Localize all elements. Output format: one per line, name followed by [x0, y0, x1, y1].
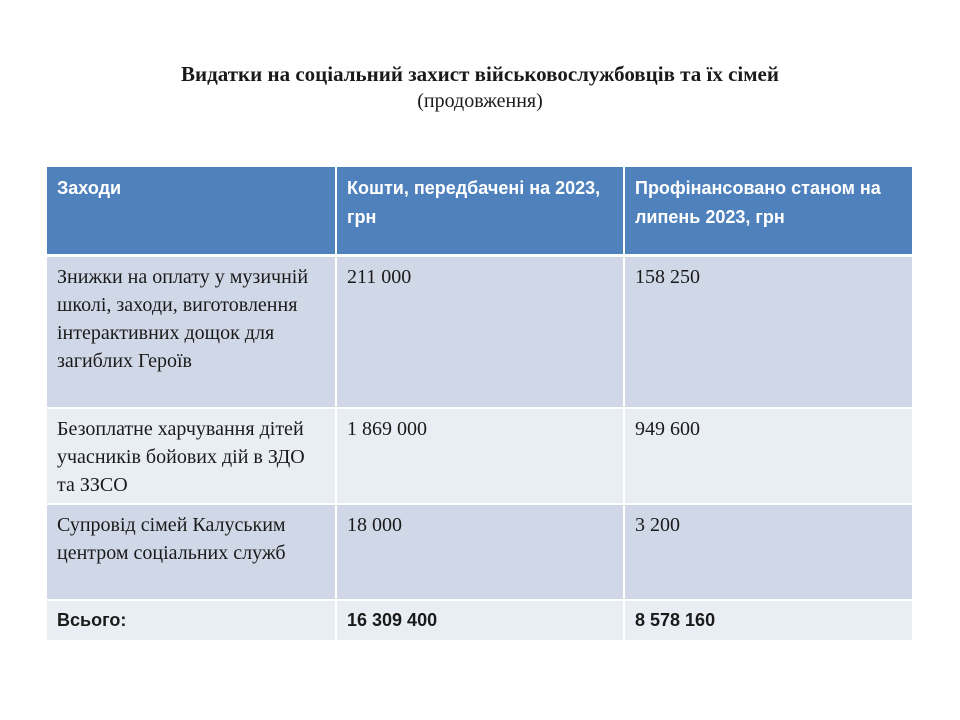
table-row: [47, 408, 912, 504]
table-total-row: [47, 600, 912, 640]
title-block: [0, 60, 960, 114]
cell-measure: Безоплатне харчування дітей учасників бойових дій в ЗДО та ЗЗСО: [47, 408, 336, 504]
cell-measure: Знижки на оплату у музичній школі, заходи, виготовлення інтерактивних дощок для загиблих Героїв: [47, 255, 336, 408]
total-planned: 16 309 400: [336, 600, 624, 640]
cell-planned: 1 869 000: [336, 408, 624, 504]
column-header-funded: Профінансовано станом на липень 2023, грн: [624, 167, 912, 255]
cell-funded: 3 200: [624, 504, 912, 600]
cell-planned: 211 000: [336, 255, 624, 408]
table-row: [47, 504, 912, 600]
total-label: Всього:: [47, 600, 336, 640]
page-subtitle: (продовження): [417, 90, 543, 112]
table-header-row: [47, 167, 912, 255]
page-title: Видатки на соціальний захист військовослужбовців та їх сімей: [181, 62, 779, 86]
cell-funded: 158 250: [624, 255, 912, 408]
table-row: [47, 255, 912, 408]
column-header-measures: Заходи: [47, 167, 336, 255]
cell-measure: Супровід сімей Калуським центром соціальних служб: [47, 504, 336, 600]
cell-funded: 949 600: [624, 408, 912, 504]
cell-planned: 18 000: [336, 504, 624, 600]
total-funded: 8 578 160: [624, 600, 912, 640]
column-header-planned: Кошти, передбачені на 2023, грн: [336, 167, 624, 255]
expenses-table: [47, 167, 912, 640]
